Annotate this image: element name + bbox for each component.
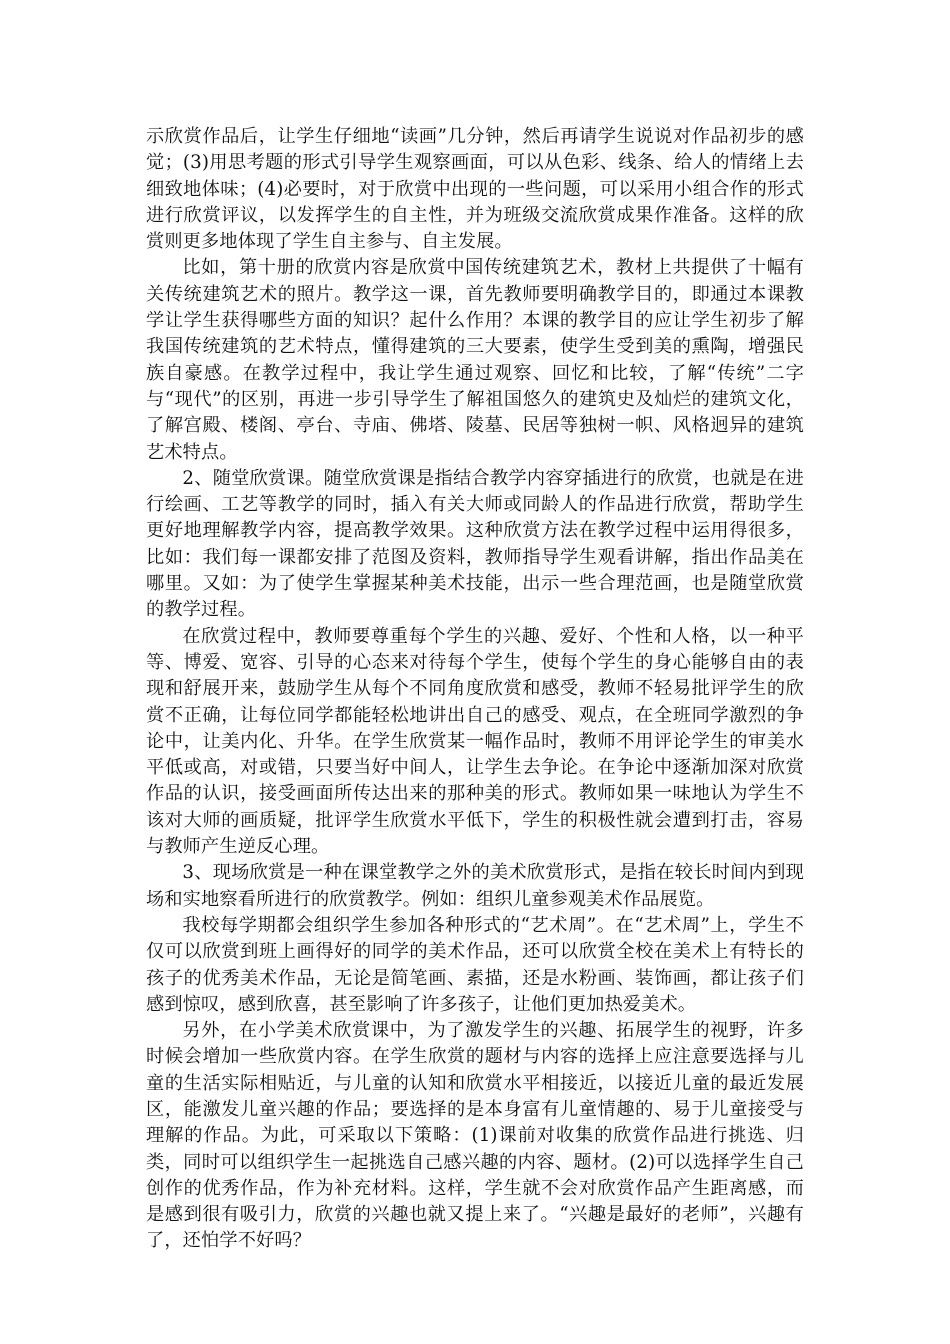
paragraph-art-week: 我校每学期都会组织学生参加各种形式的“艺术周”。在“艺术周”上，学生不仅可以欣赏到班上画得好的同学的美术作品，还可以欣赏全校在美术上有特长的孩子的优秀美术作品，无论是简笔画、素描，还是水粉画、装饰画，都让孩子们感到惊叹，感到欣喜，甚至影响了许多孩子，让他们更加热爱美术。 — [146, 914, 804, 1015]
paragraph-in-class-appreciation: 2、随堂欣赏课。随堂欣赏课是指结合教学内容穿插进行的欣赏，也就是在进行绘画、工艺等教学的同时，插入有关大师或同龄人的作品进行欣赏，帮助学生更好地理解教学内容，提高教学效果。这种欣赏方法在教学过程中运用得很多，比如：我们每一课都安排了范图及资料，教师指导学生观看讲解，指出作品美在哪里。又如：为了使学生掌握某种美术技能，出示一些合理范画，也是随堂欣赏的教学过程。 — [146, 467, 804, 621]
paragraph-architecture-example: 比如，第十册的欣赏内容是欣赏中国传统建筑艺术，教材上共提供了十幅有关传统建筑艺术的照片。教学这一课，首先教师要明确教学目的，即通过本课教学让学生获得哪些方面的知识？起什么作用？本课的教学目的应让学生初步了解我国传统建筑的艺术特点，懂得建筑的三大要素，使学生受到美的熏陶，增强民族自豪感。在教学过程中，我让学生通过观察、回忆和比较，了解“传统”二字与“现代”的区别，再进一步引导学生了解祖国悠久的建筑史及灿烂的建筑文化，了解宫殿、楼阁、亭台、寺庙、佛塔、陵墓、民居等独树一帜、风格迥异的建筑艺术特点。 — [146, 257, 804, 463]
paragraph-continuation: 示欣赏作品后，让学生仔细地“读画”几分钟，然后再请学生说说对作品初步的感觉；(3)用思考题的形式引导学生观察画面，可以从色彩、线条、给人的情绪上去细致地体味；(4)必要时，对于欣赏中出现的一些问题，可以采用小组合作的形式进行欣赏评议，以发挥学生的自主性，并为班级交流欣赏成果作准备。这样的欣赏则更多地体现了学生自主参与、自主发展。 — [146, 126, 804, 253]
paragraph-respect-students: 在欣赏过程中，教师要尊重每个学生的兴趣、爱好、个性和人格，以一种平等、博爱、宽容、引导的心态来对待每个学生，使每个学生的身心能够自由的表现和舒展开来，鼓励学生从每个不同角度欣赏和感受，教师不轻易批评学生的欣赏不正确，让每位同学都能轻松地讲出自己的感受、观点，在全班同学激烈的争论中，让美内化、升华。在学生欣赏某一幅作品时，教师不用评论学生的审美水平低或高，对或错，只要当好中间人，让学生去争论。在争论中逐渐加深对欣赏作品的认识，接受画面所传达出来的那种美的形式。教师如果一味地认为学生不该对大师的画质疑，批评学生欣赏水平低下，学生的积极性就会遭到打击，容易与教师产生逆反心理。 — [146, 625, 804, 858]
document-page — [146, 124, 804, 1255]
paragraph-onsite-appreciation: 3、现场欣赏是一种在课堂教学之外的美术欣赏形式，是指在较长时间内到现场和实地察看所进行的欣赏教学。例如：组织儿童参观美术作品展览。 — [146, 862, 804, 910]
paragraph-strategies: 另外，在小学美术欣赏课中，为了激发学生的兴趣、拓展学生的视野，许多时候会增加一些欣赏内容。在学生欣赏的题材与内容的选择上应注意要选择与儿童的生活实际相贴近，与儿童的认知和欣赏水平相接近，以接近儿童的最近发展区，能激发儿童兴趣的作品；要选择的是本身富有儿童情趣的、易于儿童接受与理解的作品。为此，可采取以下策略：(1)课前对收集的欣赏作品进行挑选、归类，同时可以组织学生一起挑选自己感兴趣的内容、题材。(2)可以选择学生自己创作的优秀作品，作为补充材料。这样，学生就不会对欣赏作品产生距离感，而是感到很有吸引力，欣赏的兴趣也就又提上来了。“兴趣是最好的老师”，兴趣有了，还怕学不好吗？ — [146, 1020, 804, 1252]
